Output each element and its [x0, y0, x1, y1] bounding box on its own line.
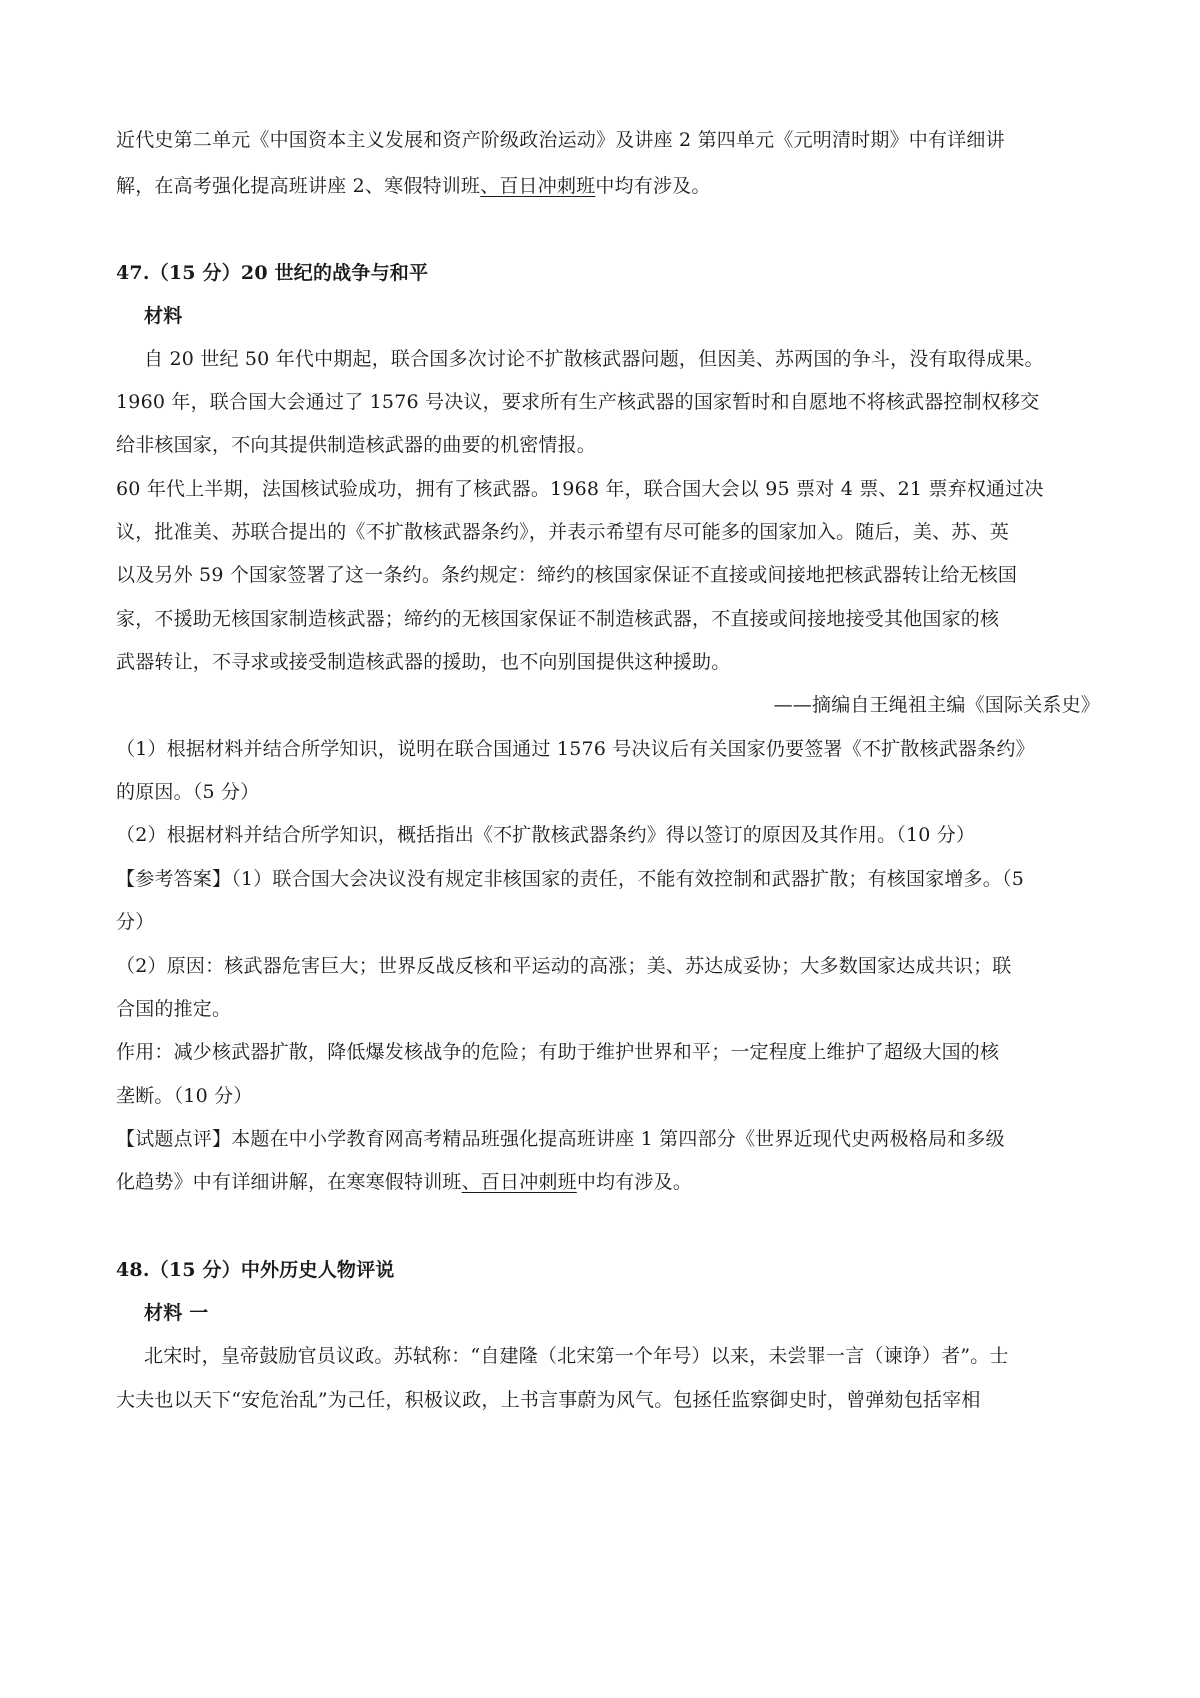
- comment-text-end: 中均有涉及。: [576, 1171, 693, 1193]
- material-paragraph-line: 给非核国家，不向其提供制造核武器的曲要的机密情报。: [116, 434, 597, 456]
- intro-text-end: 中均有涉及。: [595, 175, 711, 197]
- material-label: 材料: [144, 305, 183, 327]
- question-47-heading: 47.（15 分）20 世纪的战争与和平: [116, 262, 429, 284]
- intro-line-2: [116, 173, 711, 199]
- reference-answer-1: 【参考答案】（1）联合国大会决议没有规定非核国家的责任，不能有效控制和武器扩散；有核国家增多。（5: [116, 868, 1024, 890]
- reference-answer-1-cont: 分）: [116, 911, 155, 933]
- question-comment: 【试题点评】本题在中小学教育网高考精品班强化提高班讲座 1 第四部分《世界近现代史两极格局和多级: [116, 1128, 1005, 1150]
- material-paragraph-line: 自 20 世纪 50 年代中期起，联合国多次讨论不扩散核武器问题，但因美、苏两国的争斗，没有取得成果。: [144, 348, 1044, 370]
- reference-answer-effect: 作用：减少核武器扩散，降低爆发核战争的危险；有助于维护世界和平；一定程度上维护了超级大国的核: [116, 1041, 1000, 1063]
- material-paragraph-line: 大夫也以天下“安危治乱”为己任，积极议政，上书言事蔚为风气。包拯任监察御史时，曾弹劾包括宰相: [116, 1389, 981, 1411]
- comment-text: 化趋势》中有详细讲解，在寒寒假特训班: [116, 1171, 462, 1193]
- sub-question-1-cont: 的原因。（5 分）: [116, 781, 260, 803]
- sub-question-1: （1）根据材料并结合所学知识，说明在联合国通过 1576 号决议后有关国家仍要签署《不扩散核武器条约》: [116, 738, 1035, 760]
- material-paragraph-line: 1960 年，联合国大会通过了 1576 号决议，要求所有生产核武器的国家暂时和自愿地不将核武器控制权移交: [116, 391, 1040, 413]
- reference-answer-2: （2）原因：核武器危害巨大；世界反战反核和平运动的高涨；美、苏达成妥协；大多数国家达成共识；联: [116, 955, 1012, 977]
- material-source: ——摘编自王绳祖主编《国际关系史》: [773, 694, 1100, 716]
- question-comment-cont: [116, 1169, 692, 1195]
- intro-line-1: 近代史第二单元《中国资本主义发展和资产阶级政治运动》及讲座 2 第四单元《元明清时期》中有详细讲: [116, 129, 1005, 151]
- course-link-underlined: 、百日冲刺班: [480, 175, 596, 197]
- reference-answer-effect-cont: 垄断。（10 分）: [116, 1085, 253, 1107]
- intro-text: 解，在高考强化提高班讲座 2、寒假特训班: [116, 175, 481, 197]
- material-paragraph-line: 60 年代上半期，法国核试验成功，拥有了核武器。1968 年，联合国大会以 95 票对 4 票、21 票弃权通过决: [116, 478, 1044, 500]
- material-paragraph-line: 北宋时，皇帝鼓励官员议政。苏轼称：“自建隆（北宋第一个年号）以来，未尝罪一言（谏诤）者”。士: [144, 1345, 1009, 1367]
- material-one-label: 材料 一: [144, 1302, 209, 1324]
- question-48-heading: 48.（15 分）中外历史人物评说: [116, 1259, 395, 1281]
- sub-question-2: （2）根据材料并结合所学知识，概括指出《不扩散核武器条约》得以签订的原因及其作用。（10 分）: [116, 824, 976, 846]
- material-paragraph-line: 议，批准美、苏联合提出的《不扩散核武器条约》，并表示希望有尽可能多的国家加入。随后，美、苏、英: [116, 521, 1009, 543]
- material-paragraph-line: 以及另外 59 个国家签署了这一条约。条约规定：缔约的核国家保证不直接或间接地把核武器转让给无核国: [116, 564, 1018, 586]
- material-paragraph-line: 家，不援助无核国家制造核武器；缔约的无核国家保证不制造核武器，不直接或间接地接受其他国家的核: [116, 608, 1000, 630]
- material-paragraph-line: 武器转让，不寻求或接受制造核武器的援助，也不向别国提供这种援助。: [116, 651, 731, 673]
- reference-answer-2-cont: 合国的推定。: [116, 998, 232, 1020]
- course-link-underlined: 、百日冲刺班: [461, 1171, 577, 1193]
